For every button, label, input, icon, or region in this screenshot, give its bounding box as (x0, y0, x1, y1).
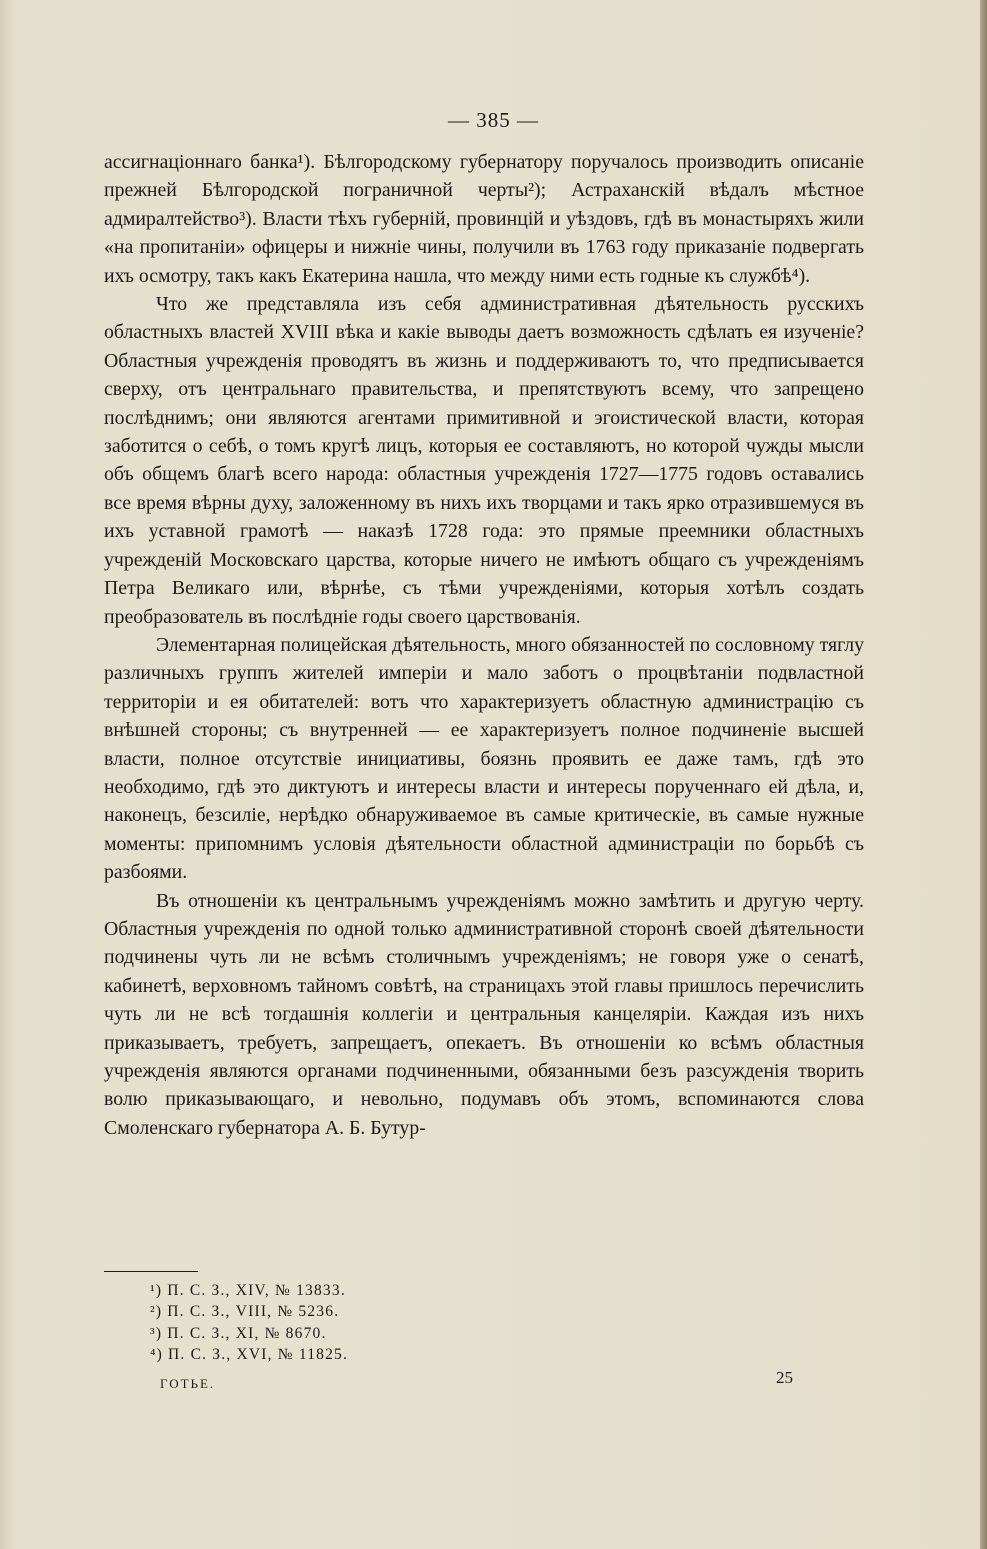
paragraph-1: ассигнаціоннаго банка¹). Бѣлгородскому губернатору поручалось производить описаніе прежней Бѣлгородской пограничной черты²); Астраханскій вѣдалъ мѣстное адмиралтейство³). Власти тѣхъ губерній, провинцій и уѣздовъ, гдѣ въ монастыряхъ жили «на пропитаніи» офицеры и нижніе чины, получили въ 1763 году приказаніе подвергать ихъ осмотру, такъ какъ Екатерина нашла, что между ними есть годные къ службѣ⁴). (104, 151, 864, 287)
paragraph-2: Что же представляла изъ себя административная дѣятельность русскихъ областныхъ властей XVIII вѣка и какіе выводы даетъ возможность сдѣлать ея изученіе? Областныя учрежденія проводятъ въ жизнь и поддерживаютъ то, что предписывается сверху, отъ центральнаго правительства, и препятствуютъ всему, что запрещено послѣднимъ; они являются агентами примитивной и эгоистической власти, которая заботится о себѣ, о томъ кругѣ лицъ, которыя ее составляютъ, но которой чужды мысли объ общемъ благѣ всего народа: областныя учрежденія 1727—1775 годовъ оставались все время вѣрны духу, заложенному въ нихъ ихъ творцами и такъ ярко отразившемуся въ ихъ уставной грамотѣ — наказѣ 1728 года: это прямые преемники областныхъ учрежденій Московскаго царства, которые ничего не имѣютъ общаго съ учрежденіямъ Петра Великаго или, вѣрнѣе, съ тѣми учрежденіями, которыя хотѣлъ создать преобразователь въ послѣдніе годы своего царствованія. (104, 293, 864, 628)
paragraph-3: Элементарная полицейская дѣятельность, много обязанностей по сословному тяглу различныхъ группъ жителей имперіи и мало заботъ о процвѣтаніи подвластной территоріи и ея обитателей: вотъ что характеризуетъ областную администрацію съ внѣшней стороны; съ внутренней — ее характеризуетъ полное подчиненіе высшей власти, полное отсутствіе инициативы, боязнь проявить ее даже тамъ, гдѣ это необходимо, гдѣ это диктуютъ и интересы власти и интересы порученнаго ей дѣла, и, наконецъ, безсиліе, нерѣдко обнаруживаемое въ самые критическіе, въ самые нужные моменты: припомнимъ условія дѣятельности областной администраціи по борьбѣ съ разбоями. (104, 633, 864, 884)
footnote-divider (104, 1271, 198, 1272)
footnote-4: ⁴) П. С. З., XVI, № 11825. (150, 1346, 349, 1364)
sheet-number: 25 (776, 1368, 793, 1387)
footnote-3: ³) П. С. З., XI, № 8670. (150, 1324, 327, 1342)
page-number-header: — 385 — (448, 108, 539, 132)
page-edge (980, 0, 987, 1549)
footnotes (150, 1280, 650, 1366)
footnote-2: ²) П. С. З., VIII, № 5236. (150, 1303, 340, 1321)
main-text (104, 148, 864, 1142)
footnote-1: ¹) П. С. З., XIV, № 13833. (150, 1282, 346, 1299)
paragraph-4: Въ отношеніи къ центральнымъ учрежденіямъ можно замѣтить и другую черту. Областныя учрежденія по одной только административной сторонѣ своей дѣятельности подчинены чуть ли не всѣмъ столичнымъ учрежденіямъ; не говоря уже о сенатѣ, кабинетѣ, верховномъ тайномъ совѣтѣ, на страницахъ этой главы пришлось перечислить чуть ли не всѣ тогдашнія коллегіи и центральныя канцеляріи. Каждая изъ нихъ приказываетъ, требуетъ, запрещаетъ, опекаетъ. Въ отношеніи ко всѣмъ областныя учрежденія являются органами подчиненными, обязанными безъ разсужденія творить волю приказывающаго, и невольно, подумавъ объ этомъ, вспоминаются слова Смоленскаго губернатора А. Б. Бутур- (104, 889, 864, 1139)
signature-mark: ГОТЬЕ. (160, 1376, 216, 1391)
